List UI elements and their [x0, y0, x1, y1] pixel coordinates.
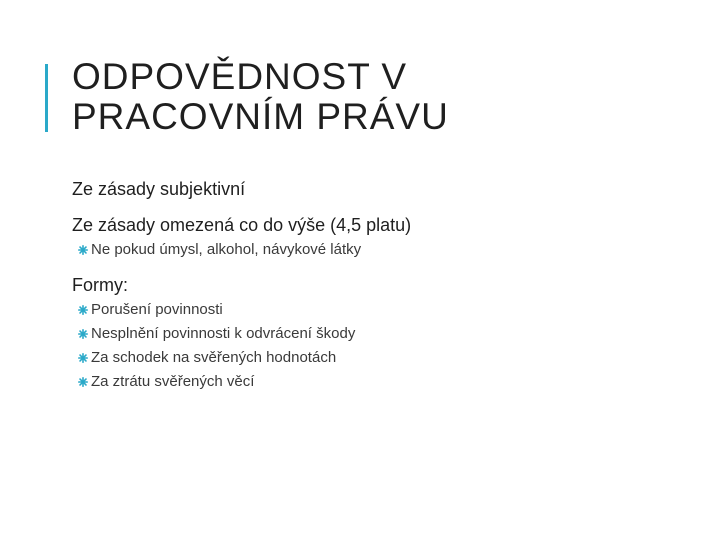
title-line-2: PRACOVNÍM PRÁVU	[72, 96, 449, 137]
sub-list-item	[78, 322, 672, 346]
sub-list-item-text: Za ztrátu svěřených věcí	[91, 373, 255, 390]
asterisk-bullet-icon	[78, 353, 88, 363]
sub-list-item	[78, 298, 672, 322]
title-line-1: ODPOVĚDNOST V	[72, 56, 408, 97]
sub-list-item-text: Za schodek na svěřených hodnotách	[91, 349, 337, 366]
asterisk-bullet-icon	[78, 377, 88, 387]
asterisk-bullet-icon	[78, 329, 88, 339]
list-item: Ze zásady subjektivní	[72, 179, 246, 199]
slide-title	[72, 57, 449, 137]
sub-list-item-text: Nesplnění povinnosti k odvrácení škody	[91, 325, 356, 342]
sub-list	[78, 238, 672, 262]
list-item: Formy:	[72, 275, 128, 295]
sub-list-item	[78, 238, 672, 262]
sub-list-item-text: Porušení povinnosti	[91, 301, 223, 318]
sub-list-item	[78, 370, 672, 394]
list-item: Ze zásady omezená co do výše (4,5 platu)	[72, 215, 412, 235]
sub-list	[78, 298, 672, 394]
sub-list-item-text: Ne pokud úmysl, alkohol, návykové látky	[91, 241, 362, 258]
slide-content	[72, 178, 672, 394]
sub-list-item	[78, 346, 672, 370]
asterisk-bullet-icon	[78, 245, 88, 255]
title-accent-bar	[45, 64, 48, 132]
asterisk-bullet-icon	[78, 305, 88, 315]
